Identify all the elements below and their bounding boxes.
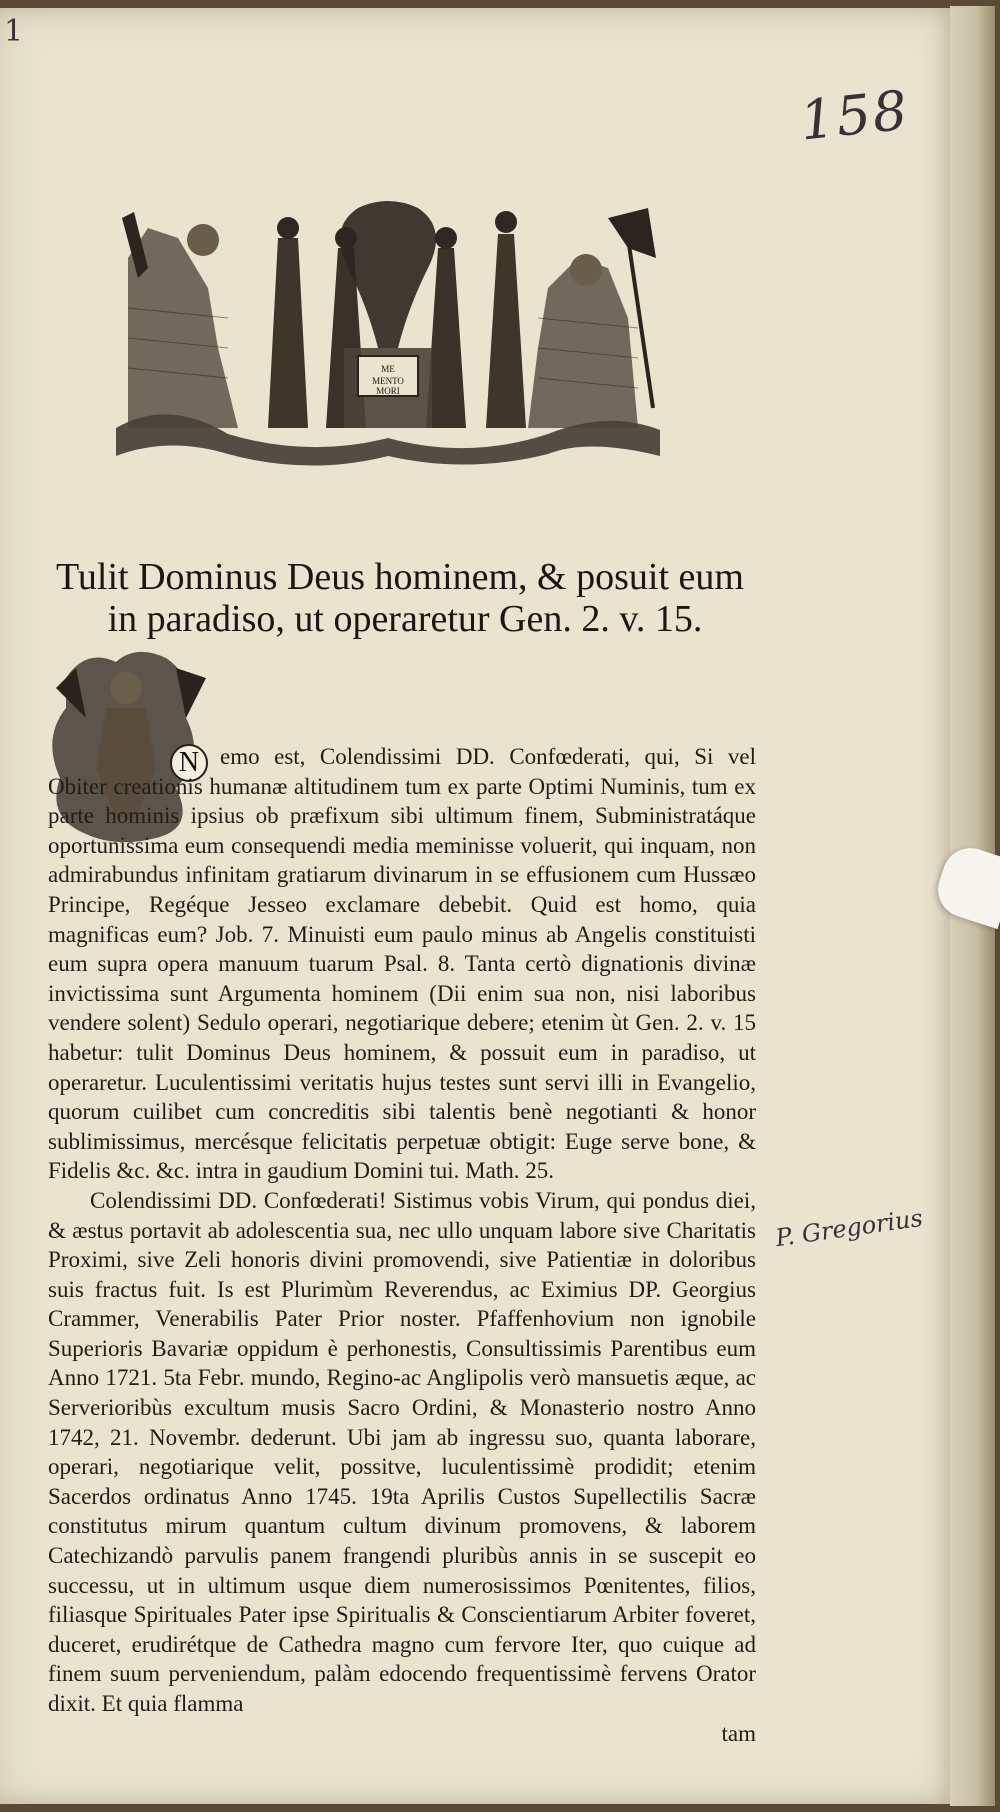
title-line-2: in paradiso, ut operaretur Gen. 2. v. 15. [107,598,703,640]
corner-mark: 1 [4,14,24,49]
woodcut-headpiece [108,198,668,466]
svg-text:ME: ME [381,364,395,374]
folio-number: 158 [797,78,913,153]
title-line-1: Tulit Dominus Deus hominem, & posuit eum [56,556,744,598]
document-page [0,8,958,1804]
svg-text:MORI: MORI [376,386,400,396]
drop-cap: N [170,744,208,782]
body-text [48,742,756,1748]
catchword: tam [721,1720,756,1746]
paragraph-1: emo est, Colendissimi DD. Confœderati, qui, Si vel Obiter creationis humanæ altitudinem tum ex parte Optimi Numinis, tum ex parte hominis ipsius ob præfixum sibi ultimum finem, Subministratáque oportunissima eum consequendi media meminisse voluerit, qui inquam, non admirabundus infinitam gratiarum divinarum in se effusionem cum Hussæo Principe, Regéque Jesseo exclamare debebit. Quid est homo, quia magnificas eum? Job. 7. Minuisti eum paulo minus ab Angelis constituisti eum supra opera manuum tuarum Psal. 8. Tanta certò dignationis divinæ invictissima sunt Argumenta hominem (Dii enim sua non, nisi laboribus vendere solent) Sedulo operari, negotiarique debere; etenim ùt Gen. 2. v. 15 habetur: tulit Dominus Deus hominem, & possuit eum in paradiso, ut operaretur. Luculentissimi veritatis hujus testes sunt servi illi in Evangelio, quorum cuilibet cum concreditis sibi talentis benè negotianti & honor sublimissimus, mercésque felicitatis perpetuæ obtigit: Euge serve bone, & Fidelis &c. &c. intra in gaudium Domini tui. Math. 25. [48,744,756,1184]
svg-text:MENTO: MENTO [372,376,404,386]
paragraph-2: Colendissimi DD. Confœderati! Sistimus vobis Virum, qui pondus diei, & æstus portavit ab adolescentia sua, nec ullo unquam labore sive Charitatis Proximi, sive Zeli honoris divini promovendi, sive Patientiæ in doloribus suis fractus fuit. Is est Plurimùm Reverendus, ac Eximius DP. Georgius Crammer, Venerabilis Pater Prior noster. Pfaffenhovium non ignobile Superioris Bavariæ oppidum è perhonestis, Consultissimis Parentibus eum Anno 1721. 5ta Febr. mundo, Regino-ac Anglipolis verò mansuetis æque, ac Serverioribùs excultum musis Sacro Ordini, & Monasterio nostro Anno 1742, 21. Novembr. dederunt. Ubi jam ab ingressu suo, quanta laborare, operari, negotiarique velit, possitve, luculentissimè prodidit; etenim Sacerdos ordinatus Anno 1745. 19ta Aprilis Custos Supellectilis Sacræ constitutus mirum quantum cultum divinum promovens, & laborem Catechizandò parvulis panem frangendi pluribùs annis in se suscepit eo successu, ut in ultimum usque diem numerosissimos Pœnitentes, filios, filiasque Spirituales Pater ipse Spiritualis & Conscientiarum Arbiter foveret, duceret, erudirétque de Cathedra magno cum fervore Iter, quo cuique ad finem suum perveniendum, palàm edocendo frequentissimè fervens Orator dixit. Et quia flamma [48,1187,756,1716]
margin-annotation: P. Gregorius [773,1203,925,1253]
document-title [40,556,760,640]
